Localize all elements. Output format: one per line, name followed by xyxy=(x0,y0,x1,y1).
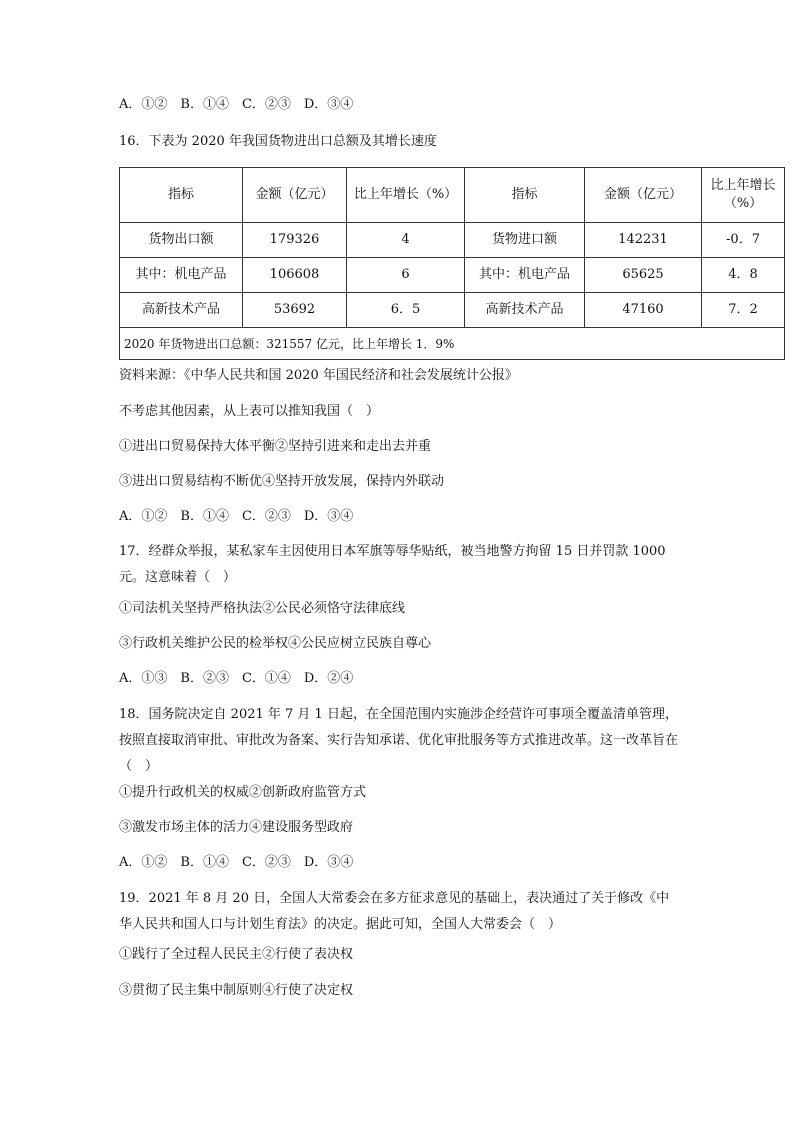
q18-choice-1: ①提升行政机关的权威②创新政府监管方式 xyxy=(119,785,367,800)
q19-choice-2: ③贯彻了民主集中制原则④行使了决定权 xyxy=(119,983,354,998)
q17-options: A．①③ B．②③ C．①④ D．②④ xyxy=(119,671,354,686)
table-footer-row xyxy=(120,328,785,360)
header-cell: 金额（亿元） xyxy=(585,168,702,223)
q18-stem: 18．国务院决定自 2021 年 7 月 1 日起，在全国范围内实施涉企经营许可事项全覆盖清单管理，按照直接取消审批、审批改为备案、实行告知承诺、优化审批服务等方式推进改革。这一改革旨在（ ） xyxy=(119,707,679,774)
q16-question: 不考虑其他因素，从上表可以推知我国（ ） xyxy=(119,404,380,419)
header-cell: 比上年增长（%） xyxy=(702,168,785,223)
q16-options: A．①② B．①④ C．②③ D．③④ xyxy=(119,509,354,524)
table-cell: 高新技术产品 xyxy=(465,293,585,328)
table-cell: 53692 xyxy=(243,293,347,328)
q16-choice-2: ③进出口贸易结构不断优④坚持开放发展，保持内外联动 xyxy=(119,474,445,489)
table-cell: 其中：机电产品 xyxy=(465,258,585,293)
q19-stem: 19．2021 年 8 月 20 日，全国人大常委会在多方征求意见的基础上，表决通过了关于修改《中华人民共和国人口与计划生育法》的决定。据此可知，全国人大常委会（ ） xyxy=(119,891,670,932)
table-cell: 高新技术产品 xyxy=(120,293,243,328)
table-cell: 47160 xyxy=(585,293,702,328)
q15-options: A．①② B．①④ C．②③ D．③④ xyxy=(119,97,354,112)
q16-choice-1: ①进出口贸易保持大体平衡②坚持引进来和走出去并重 xyxy=(119,439,432,454)
q19-choice-1: ①践行了全过程人民民主②行使了表决权 xyxy=(119,947,354,962)
q16-source: 资料来源：《中华人民共和国 2020 年国民经济和社会发展统计公报》 xyxy=(119,368,518,383)
table-cell: 其中：机电产品 xyxy=(120,258,243,293)
q17-choice-2: ③行政机关维护公民的检举权④公民应树立民族自尊心 xyxy=(119,636,432,651)
header-cell: 金额（亿元） xyxy=(243,168,347,223)
trade-table xyxy=(119,167,785,360)
table-cell: 4 xyxy=(347,223,465,258)
header-cell: 比上年增长（%） xyxy=(347,168,465,223)
table-footer: 2020 年货物进出口总额：321557 亿元，比上年增长 1．9% xyxy=(120,328,785,360)
q18-options: A．①② B．①④ C．②③ D．③④ xyxy=(119,855,354,870)
table-cell: 7．2 xyxy=(702,293,785,328)
table-cell: 货物进口额 xyxy=(465,223,585,258)
table-header-row xyxy=(120,168,785,223)
q17-stem: 17．经群众举报，某私家车主因使用日本军旗等辱华贴纸，被当地警方拘留 15 日并罚款 1000 元。这意味着（ ） xyxy=(119,544,666,585)
table-cell: 6 xyxy=(347,258,465,293)
table-cell: 106608 xyxy=(243,258,347,293)
table-cell: 179326 xyxy=(243,223,347,258)
q17-choice-1: ①司法机关坚持严格执法②公民必须恪守法律底线 xyxy=(119,601,406,616)
table-row xyxy=(120,223,785,258)
table-row xyxy=(120,258,785,293)
table-cell: -0．7 xyxy=(702,223,785,258)
table-cell: 142231 xyxy=(585,223,702,258)
header-cell: 指标 xyxy=(465,168,585,223)
q18-choice-2: ③激发市场主体的活力④建设服务型政府 xyxy=(119,820,354,835)
q16-stem: 16．下表为 2020 年我国货物进出口总额及其增长速度 xyxy=(119,134,437,149)
table-cell: 4．8 xyxy=(702,258,785,293)
table-cell: 6．5 xyxy=(347,293,465,328)
table-row xyxy=(120,293,785,328)
table-cell: 65625 xyxy=(585,258,702,293)
table-cell: 货物出口额 xyxy=(120,223,243,258)
header-cell: 指标 xyxy=(120,168,243,223)
